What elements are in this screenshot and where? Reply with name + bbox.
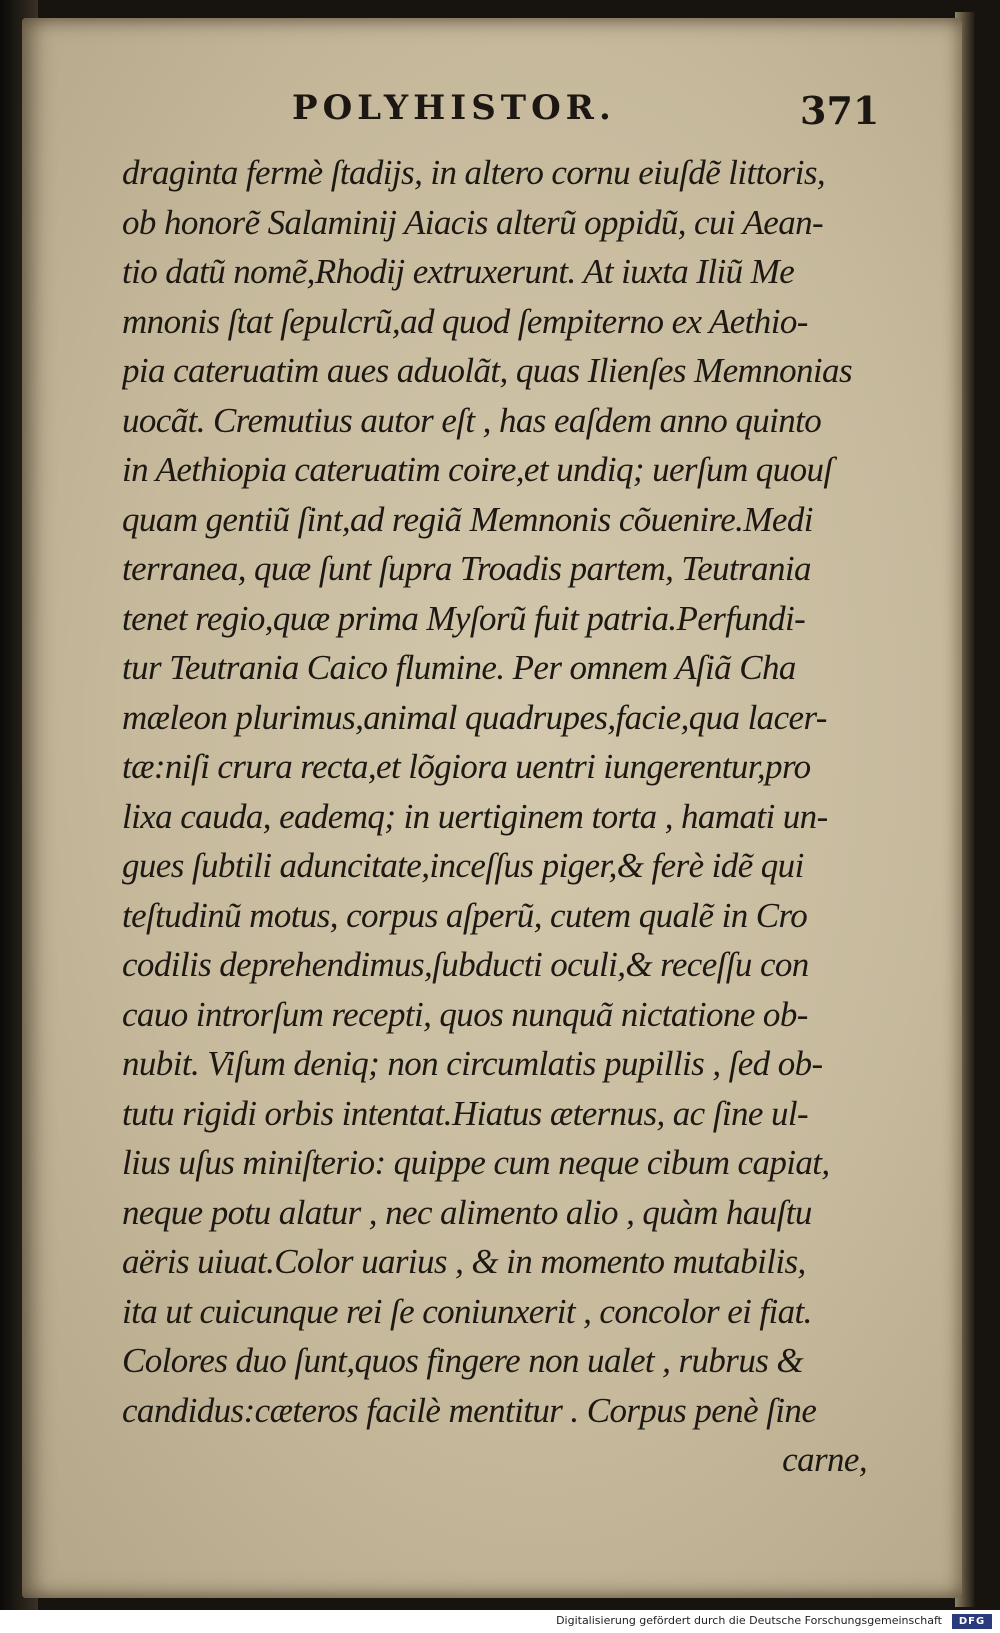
text-line: terranea, quæ ſunt ſupra Troadis partem, Teutrania <box>122 549 811 588</box>
text-line: in Aethiopia cateruatim coire,et undiq; uerſum quouſ <box>122 450 833 489</box>
page-header <box>52 88 892 138</box>
book-page <box>22 18 962 1598</box>
catchword: carne, <box>782 1440 867 1479</box>
text-line: nubit. Viſum deniq; non circumlatis pupillis , ſed ob- <box>122 1044 823 1083</box>
text-line: candidus:cæteros facilè mentitur . Corpus penè ſine <box>122 1390 817 1430</box>
footer-bar <box>0 1610 1000 1633</box>
text-line: draginta fermè ſtadijs, in altero cornu eiuſdẽ littoris, <box>122 153 825 192</box>
funding-credit: Digitalisierung gefördert durch die Deutsche Forschungsgemeinschaft <box>556 1614 942 1627</box>
text-line: ob honorẽ Salaminij Aiacis alterũ oppidũ, cui Aean- <box>122 202 824 242</box>
dfg-logo-icon: DFG <box>952 1614 992 1629</box>
text-line: mæleon plurimus,animal quadrupes,facie,qua lacer- <box>122 697 827 737</box>
text-line: lius uſus miniſterio: quippe cum neque cibum capiat, <box>122 1143 830 1182</box>
text-line: teſtudinũ motus, corpus aſperũ, cutem qualẽ in Cro <box>122 895 808 935</box>
text-line: tenet regio,quæ prima Myſorũ fuit patria.Perfundi- <box>122 598 806 638</box>
text-line: uocãt. Cremutius autor eſt , has eaſdem anno quinto <box>122 400 822 440</box>
text-line: tæ:niſi crura recta,et lõgiora uentri iungerentur,pro <box>122 747 811 786</box>
body-text <box>122 148 867 1485</box>
text-line: quam gentiũ ſint,ad regiã Memnonis cõuenire.Medi <box>122 499 813 539</box>
running-head: POLYHISTOR. <box>292 88 616 128</box>
text-line: tur Teutrania Caico flumine. Per omnem Aſiã Cha <box>122 648 796 687</box>
text-line: ita ut cuicunque rei ſe coniunxerit , concolor ei fiat. <box>122 1291 812 1331</box>
text-line: neque potu alatur , nec alimento alio , quàm hauſtu <box>122 1192 812 1232</box>
text-line: lixa cauda, eademq; in uertiginem torta , hamati un- <box>122 796 828 836</box>
text-line: aëris uiuat.Color uarius , & in momento mutabilis, <box>122 1242 806 1281</box>
text-line: gues ſubtili aduncitate,inceſſus piger,& ferè idẽ qui <box>122 846 804 885</box>
text-line: pia cateruatim aues aduolãt, quas Ilienſes Memnonias <box>122 351 852 390</box>
text-line: mnonis ſtat ſepulcrũ,ad quod ſempiterno ex Aethio- <box>122 301 808 341</box>
text-line: Colores duo ſunt,quos fingere non ualet , rubrus & <box>122 1341 804 1380</box>
text-line: tutu rigidi orbis intentat.Hiatus æternus, ac ſine ul- <box>122 1093 809 1133</box>
text-line: tio datũ nomẽ,Rhodij extruxerunt. At iuxta Iliũ Me <box>122 252 795 291</box>
text-line: cauo introrſum recepti, quos nunquã nictatione ob- <box>122 994 808 1034</box>
text-line: codilis deprehendimus,ſubducti oculi,& receſſu con <box>122 945 809 984</box>
page-number: 371 <box>800 88 880 133</box>
